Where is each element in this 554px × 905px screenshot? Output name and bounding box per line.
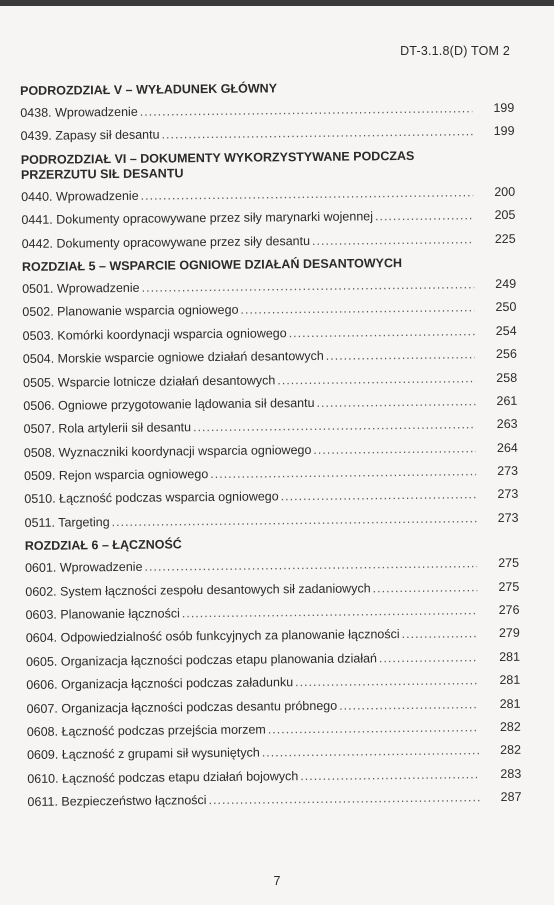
dot-leader [182, 599, 478, 626]
toc-entry-page: 281 [499, 649, 521, 664]
toc-entry-page: 281 [499, 696, 521, 711]
toc-entry-page: 273 [497, 463, 519, 479]
dot-leader [193, 414, 476, 440]
toc-entry-page: 254 [495, 323, 517, 338]
dot-leader [313, 437, 476, 462]
toc-entry-page: 273 [497, 487, 519, 502]
toc-entry-title: 0440. Wprowadzenie [21, 188, 139, 204]
toc-entry-title: 0608. Łączność podczas przejścia morzem [26, 722, 266, 739]
toc-entry-title: 0504. Morskie wsparcie ogniowe działań desantowych [22, 348, 324, 367]
dot-leader [312, 228, 474, 253]
dot-leader [379, 646, 478, 670]
toc-entry-title: 0606. Organizacja łączności podczas załadunku [26, 675, 294, 693]
toc-entry-page: 276 [498, 602, 520, 618]
dot-leader [262, 740, 479, 766]
dot-leader [300, 763, 479, 788]
dot-leader [210, 460, 476, 486]
toc-entry-title: 0605. Organizacja łączności podczas etapu planowania działań [25, 651, 378, 669]
toc-entry-title: 0610. Łączność podczas etapu działań bojowych [27, 768, 299, 786]
toc-entry-title: 0508. Wyznaczniki koordynacji wsparcia ogniowego [23, 442, 312, 460]
toc-entry-title: 0603. Planowanie łączności [25, 606, 180, 623]
toc-entry-page: 282 [500, 743, 522, 758]
toc-entry-page: 256 [495, 346, 517, 362]
toc-entry-title: 0505. Wsparcie lotnicze działań desantowych [23, 372, 276, 390]
dot-leader [112, 507, 477, 534]
toc-entry[interactable] [27, 786, 521, 815]
document-page [0, 6, 554, 905]
toc-entry-title: 0507. Rola artylerii sił desantu [23, 420, 192, 437]
toc-entry-title: 0509. Rejon wsparcia ogniowego [24, 467, 209, 484]
toc-entry-title: 0611. Bezpieczeństwo łączności [27, 793, 207, 810]
toc-entry-title: 0503. Komórki koordynacji wsparcia ogniowego [22, 325, 287, 343]
dot-leader [289, 320, 475, 345]
toc-entry-page: 264 [496, 440, 518, 455]
dot-leader [141, 273, 474, 300]
dot-leader [373, 576, 478, 601]
dot-leader [140, 181, 473, 208]
toc-entry-title: 0510. Łączność podczas wsparcia ogniowego [24, 489, 279, 507]
dot-leader [295, 669, 478, 694]
dot-leader [144, 552, 477, 579]
dot-leader [277, 367, 475, 392]
dot-leader [161, 121, 472, 148]
toc-entry-title: 0439. Zapasy sił desantu [20, 127, 160, 144]
toc-entry-page: 275 [498, 556, 520, 571]
toc-entry-title: 0501. Wprowadzenie [22, 280, 140, 296]
section-heading: PODROZDZIAŁ V – WYŁADUNEK GŁÓWNY [20, 81, 278, 98]
toc-entry-page: 199 [493, 100, 515, 116]
dot-leader [339, 693, 479, 718]
toc-entry-page: 225 [494, 231, 516, 246]
toc-entry-page: 261 [496, 393, 518, 408]
dot-leader [281, 484, 477, 509]
toc-entry-title: 0604. Odpowiedzialność osób funkcyjnych za planowanie łączności [25, 627, 400, 646]
dot-leader [268, 716, 479, 742]
toc-entry-page: 283 [500, 766, 522, 781]
toc-entry-title: 0441. Dokumenty opracowywane przez siły marynarki wojennej [21, 209, 374, 228]
dot-leader [140, 97, 473, 124]
toc-entry-page: 250 [495, 300, 517, 315]
toc-entry-title: 0607. Organizacja łączności podczas desantu próbnego [26, 698, 338, 716]
dot-leader [316, 390, 475, 415]
dot-leader [240, 297, 474, 323]
section-heading: ROZDZIAŁ 5 – WSPARCIE OGNIOWE DZIAŁAŃ DESANTOWYCH [21, 255, 403, 274]
toc-entry-title: 0506. Ogniowe przygotowanie lądowania sił desantu [23, 395, 315, 413]
toc-entry-page: 273 [497, 510, 519, 525]
toc-entry-page: 287 [500, 789, 522, 805]
toc-entry-page: 258 [496, 370, 518, 385]
toc-entry-page: 249 [495, 276, 517, 291]
toc-entry-title: 0609. Łączność z grupami sił wysuniętych [26, 745, 260, 763]
toc-entry-page: 282 [499, 719, 521, 734]
toc-entry-title: 0602. System łączności zespołu desantowych sił zadaniowych [25, 580, 371, 599]
toc-entry-page: 199 [493, 124, 515, 139]
toc-entry-page: 263 [496, 417, 518, 432]
toc-entry-page: 281 [499, 672, 521, 688]
toc-entry-page: 200 [494, 184, 516, 199]
toc-entry-title: 0442. Dokumenty opracowywane przez siły desantu [21, 233, 311, 251]
document-code: DT-3.1.8(D) TOM 2 [400, 44, 510, 58]
dot-leader [375, 204, 474, 228]
toc-entry-title: 0511. Targeting [24, 514, 110, 530]
toc-entry-page: 279 [498, 626, 520, 641]
toc-entry-title: 0438. Wprowadzenie [20, 104, 138, 120]
dot-leader [326, 343, 475, 368]
toc-entry-page: 275 [498, 579, 520, 594]
table-of-contents [20, 79, 522, 815]
dot-leader [208, 786, 479, 812]
toc-entry-title: 0502. Planowanie wsparcia ogniowego [22, 303, 239, 320]
dot-leader [402, 623, 478, 647]
section-heading: ROZDZIAŁ 6 – ŁĄCZNOŚĆ [24, 537, 182, 554]
page-number: 7 [273, 874, 281, 888]
toc-entry-title: 0601. Wprowadzenie [24, 559, 143, 576]
section-heading: PODROZDZIAŁ VI – DOKUMENTY WYKORZYSTYWANE PODCZAS PRZERZUTU SIŁ DESANTU [20, 148, 415, 182]
toc-entry-page: 205 [494, 207, 516, 223]
